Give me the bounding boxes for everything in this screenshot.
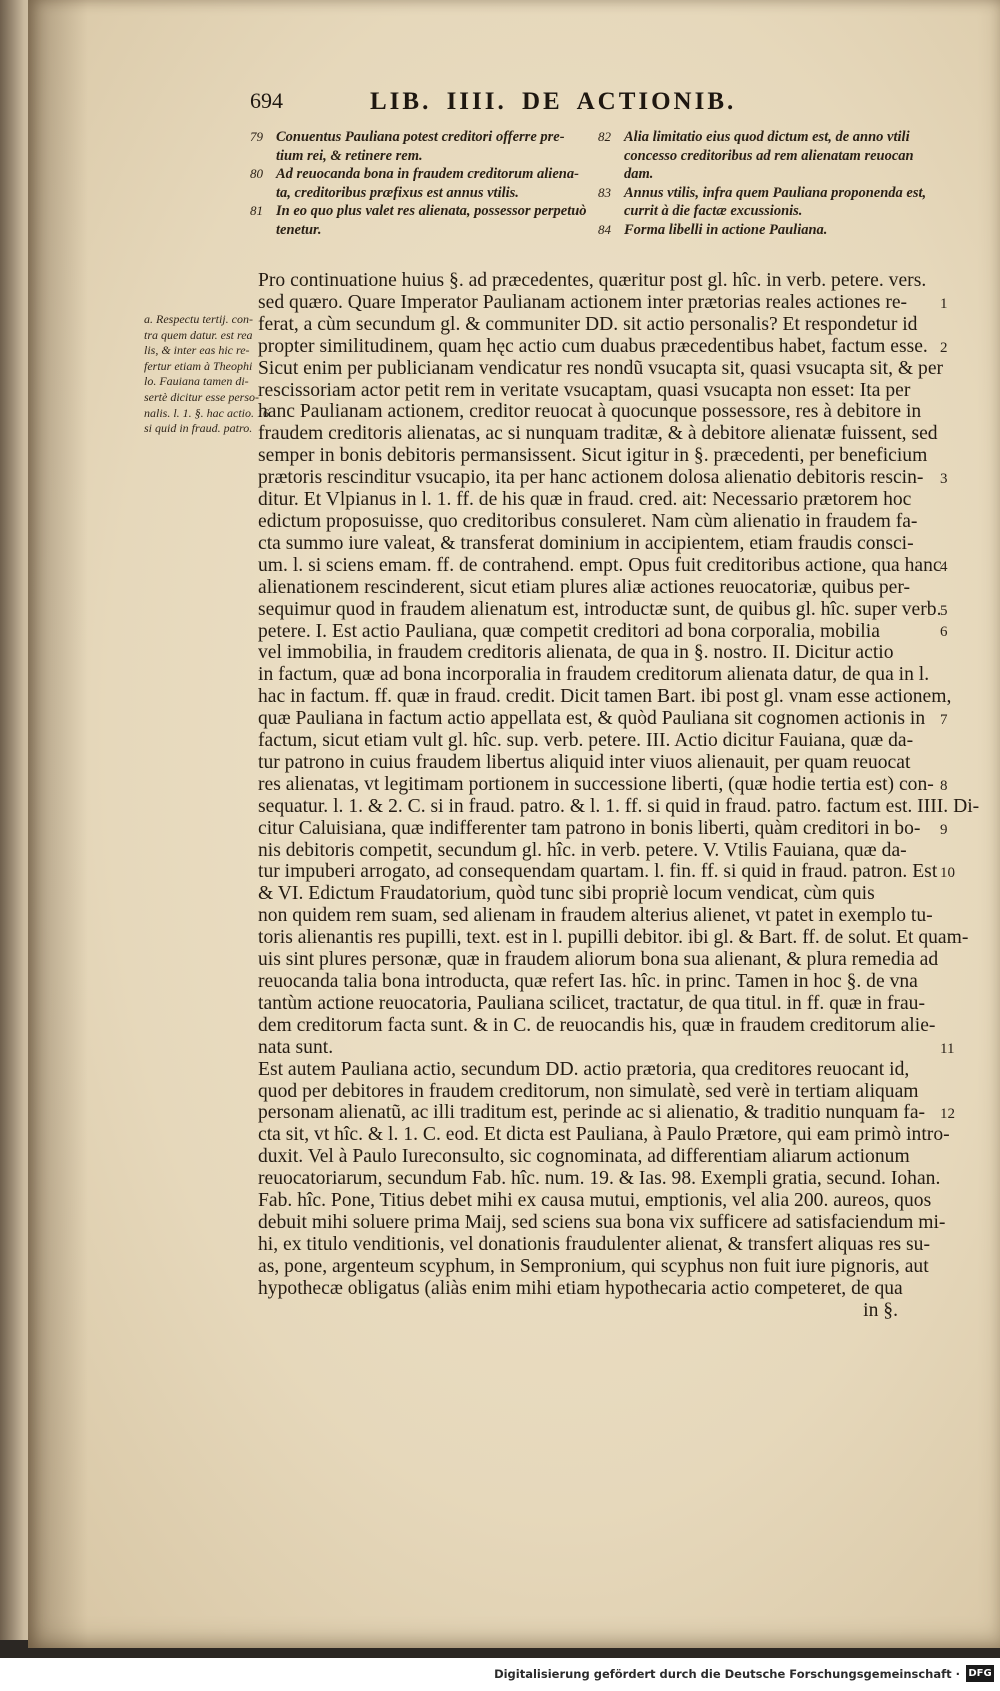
summary-item-line: Forma libelli in actione Pauliana. [624,221,828,238]
body-line: petere. I. Est actio Pauliana, quæ competit creditori ad bona corporalia, mobilia [258,620,880,642]
body-line: propter similitudinem, quam hęc actio cum duabus præcedentibus habet, factum esse. [258,335,928,357]
paragraph-number: 5 [940,602,948,619]
body-line: ditur. Et Vlpianus in l. 1. ff. de his quæ in fraud. cred. ait: Necessario prætorem hoc [258,489,912,511]
margin-note-line: sertè dicitur esse perso- [144,389,259,404]
paragraph-number: 8 [940,777,948,794]
body-line: toris alienantis res pupilli, text. est in l. pupilli debitor. ibi gl. & Bart. ff. de solut. Et quam- [258,927,969,949]
margin-annotation [144,312,272,437]
paragraph-number: 12 [940,1106,955,1123]
body-line: non quidem rem suam, sed alienam in fraudem alterius alienet, vt patet in exemplo tu- [258,905,933,927]
body-line: reuocanda talia bona introducta, quæ refert Ias. hîc. in princ. Tamen in hoc §. de vna [258,971,918,992]
body-line: vel immobilia, in fraudem creditoris alienata, de qua in §. nostro. II. Dicitur actio [258,642,894,664]
margin-note-line: lo. Fauiana tamen di- [144,374,249,389]
body-line: Pro continuatione huius §. ad præcedentes, quæritur post gl. hîc. in verb. petere. vers. [258,270,927,291]
body-line: factum, sicut etiam vult gl. hîc. sup. verb. petere. III. Actio dicitur Fauiana, quæ da- [258,730,914,752]
paragraph-number: 9 [940,821,948,838]
page-number: 694 [250,88,283,113]
body-line: & VI. Edictum Fraudatorium, quòd tunc sibi propriè locum vendicat, cùm quis [258,883,875,905]
dfg-logo: DFG [966,1665,994,1682]
body-line: nis debitoris competit, secundum gl. hîc. in verb. petere. V. Vtilis Fauiana, quæ da- [258,839,907,861]
body-line: hac in factum. ff. quæ in fraud. credit. Dicit tamen Bart. ibi post gl. vnam esse actionem, [258,686,952,708]
summary-item [250,128,585,165]
paragraph-number: 1 [940,295,948,312]
paragraph-number: 6 [940,624,948,641]
summary-item [250,202,585,239]
body-line: hypothecæ obligatus (aliàs enim mihi etiam hypothecaria actio competeret, de qua [258,1277,903,1299]
paragraph-number: 4 [940,558,948,575]
body-line: citur Caluisiana, quæ indifferenter tam patrono in bonis liberti, quàm creditori in bo- [258,817,921,839]
body-line: debuit mihi soluere prima Maij, sed sciens sua bona vix sufficere ad satisfaciendum mi- [258,1211,946,1233]
body-line: tantùm actione reuocatoria, Pauliana scilicet, tractatur, de qua titul. in ff. quæ in frau- [258,992,925,1014]
summary-item-line: Alia limitatio eius quod dictum est, de anno vtili [624,129,910,145]
summary-item [598,128,933,184]
summary-item-line: Ad reuocanda bona in fraudem creditorum aliena- [276,166,579,182]
running-head: LIB. IIII. DE ACTIONIB. [370,88,737,115]
body-line: sequatur. l. 1. & 2. C. si in fraud. patro. & l. 1. ff. si quid in fraud. patro. factum est. IIII. Di- [258,795,980,817]
margin-note-line: a. Respectu tertij. con- [144,312,253,326]
paragraph-number: 3 [940,471,948,488]
paragraph-number: 11 [940,1040,955,1057]
body-line: in §. [863,1299,898,1321]
summary-item-number: 83 [598,184,611,200]
body-line: sed quæro. Quare Imperator Paulianam actionem inter prætorias reales actiones re- [258,291,908,313]
body-line: res alienatas, vt legitimam portionem in successione liberti, (quæ hodie tertia est) con- [258,773,934,795]
summary-item-line: tium rei, & retinere rem. [276,147,423,164]
body-line: hi, ex titulo venditionis, vel donationis fraudulenter alienat, & transfert aliquas res su- [258,1233,931,1255]
body-line: ferat, a cùm secundum gl. & communiter DD. sit actio personalis? Et respondetur id [258,313,918,335]
summary-item [598,221,933,240]
body-line: edictum proposuisse, quo creditoribus consuleret. Nam cùm alienatio in fraudem fa- [258,510,918,532]
summary-left-column [250,128,585,239]
body-line: nata sunt. [258,1036,334,1058]
margin-note-line: tra quem datur. est rea [144,327,253,342]
summary-item [250,165,585,202]
body-line: quæ Pauliana in factum actio appellata est, & quòd Pauliana sit cognomen actionis in [258,708,926,730]
body-line: alienationem rescinderent, sicut etiam plures aliæ actiones reuocatoriæ, quibus per- [258,576,910,598]
body-line: hanc Paulianam actionem, creditor reuocat à quocunque possessore, res à debitore in [258,401,922,423]
body-line: Sicut enim per publicianam vendicatur res nondũ vsucapta sit, quasi vsucapta sit, & per [258,357,944,379]
body-line: rescissoriam actor petit rem in veritate vsucaptam, quasi vsucapta non esset: Ita per [258,379,911,401]
body-line: Fab. hîc. Pone, Titius debet mihi ex causa mutui, emptionis, vel alia 200. aureos, quos [258,1190,932,1212]
footer-credit: Digitalisierung gefördert durch die Deutsche Forschungsgemeinschaft · [494,1667,960,1681]
digitization-footer [0,1658,1000,1691]
body-line: cta sit, vt hîc. & l. 1. C. eod. Et dicta est Pauliana, à Paulo Prætore, qui eam primò intro- [258,1124,950,1146]
paragraph-number: 10 [940,865,955,882]
body-line: duxit. Vel à Paulo Iureconsulto, sic cognominata, ad differentiam aliarum actionum [258,1146,910,1168]
body-line: Est autem Pauliana actio, secundum DD. actio prætoria, qua creditores reuocant id, [258,1058,910,1080]
body-line: tur patrono in cuius fraudem libertus aliquid inter viuos alienauit, per quam reuocat [258,751,911,773]
summary-right-column [598,128,933,239]
summary-item-number: 84 [598,221,611,237]
margin-note-line: lis, & inter eas hic re- [144,343,250,358]
gutter-shadow [28,0,88,1648]
summary-item-number: 80 [250,166,263,181]
body-line: tur impuberi arrogato, ad consequendam quartam. l. fin. ff. si quid in fraud. patron. Est [258,861,938,883]
body-line: um. l. si sciens emam. ff. de contrahend. empt. Opus fuit creditoribus actione, qua hanc [258,554,942,576]
summary-item-number: 79 [250,129,263,144]
body-line: quod per debitores in fraudem creditorum, non simulatè, sed verè in tertiam aliquam [258,1080,919,1102]
body-line: fraudem creditoris alienatas, ac si nunquam traditæ, & à debitore alienatæ fuissent, sed [258,423,938,445]
body-line: reuocatoriarum, secundum Fab. hîc. num. 19. & Ias. 98. Exempli gratia, secund. Iohan. [258,1168,941,1190]
paragraph-number: 2 [940,339,948,356]
body-line: dem creditorum facta sunt. & in C. de reuocandis his, quæ in fraudem creditorum alie- [258,1014,936,1036]
body-line: prætoris rescinditur vsucapio, ita per hanc actionem dolosa alienatio debitoris rescin- [258,467,924,489]
summary-item-line: currit à die factæ excussionis. [624,203,803,219]
body-line: semper in bonis debitoris permansissent. Sicut igitur in §. præcedenti, per beneficium [258,445,928,467]
paragraph-number: 7 [940,712,948,728]
body-line: personam alienatũ, ac illi traditum est, perinde ac si alienatio, & traditio nunquam fa- [258,1102,926,1124]
margin-note-line: si quid in fraud. patro. [144,421,253,436]
summary-item-line: tenetur. [276,221,322,238]
summary-item-line: concesso creditoribus ad rem alienatam reuocan [624,147,914,164]
margin-note-line: fertur etiam à Theophi [144,358,253,373]
body-line: cta summo iure valeat, & transferat dominium in accipientem, etiam fraudis consci- [258,532,914,554]
summary-item-number: 81 [250,203,263,218]
body-line: as, pone, argenteum scyphum, in Sempronium, qui scyphus non fuit iure pignoris, aut [258,1255,929,1277]
summary-item-number: 82 [598,129,611,144]
summary-item-line: In eo quo plus valet res alienata, possessor perpetuò [276,203,587,219]
summary-item-line: Conuentus Pauliana potest creditori offerre pre- [276,129,565,145]
summary-item-line: dam. [624,166,654,182]
body-line: sequimur quod in fraudem alienatum est, introductæ sunt, de quibus gl. hîc. super verb. [258,598,942,620]
summary-item-line: Annus vtilis, infra quem Pauliana proponenda est, [624,184,927,201]
summary-item-line: ta, creditoribus præfixus est annus vtilis. [276,184,519,201]
page-header [250,88,880,118]
margin-note-line: nalis. l. 1. §. hac actio. 16. [144,405,272,420]
body-line: in factum, quæ ad bona incorporalia in fraudem creditorum alienata datur, de qua in l. [258,664,930,686]
summary-item [598,184,933,221]
body-line: uis sint plures personæ, quæ in fraudem aliorum bona sua alienant, & plura remedia ad [258,949,939,971]
